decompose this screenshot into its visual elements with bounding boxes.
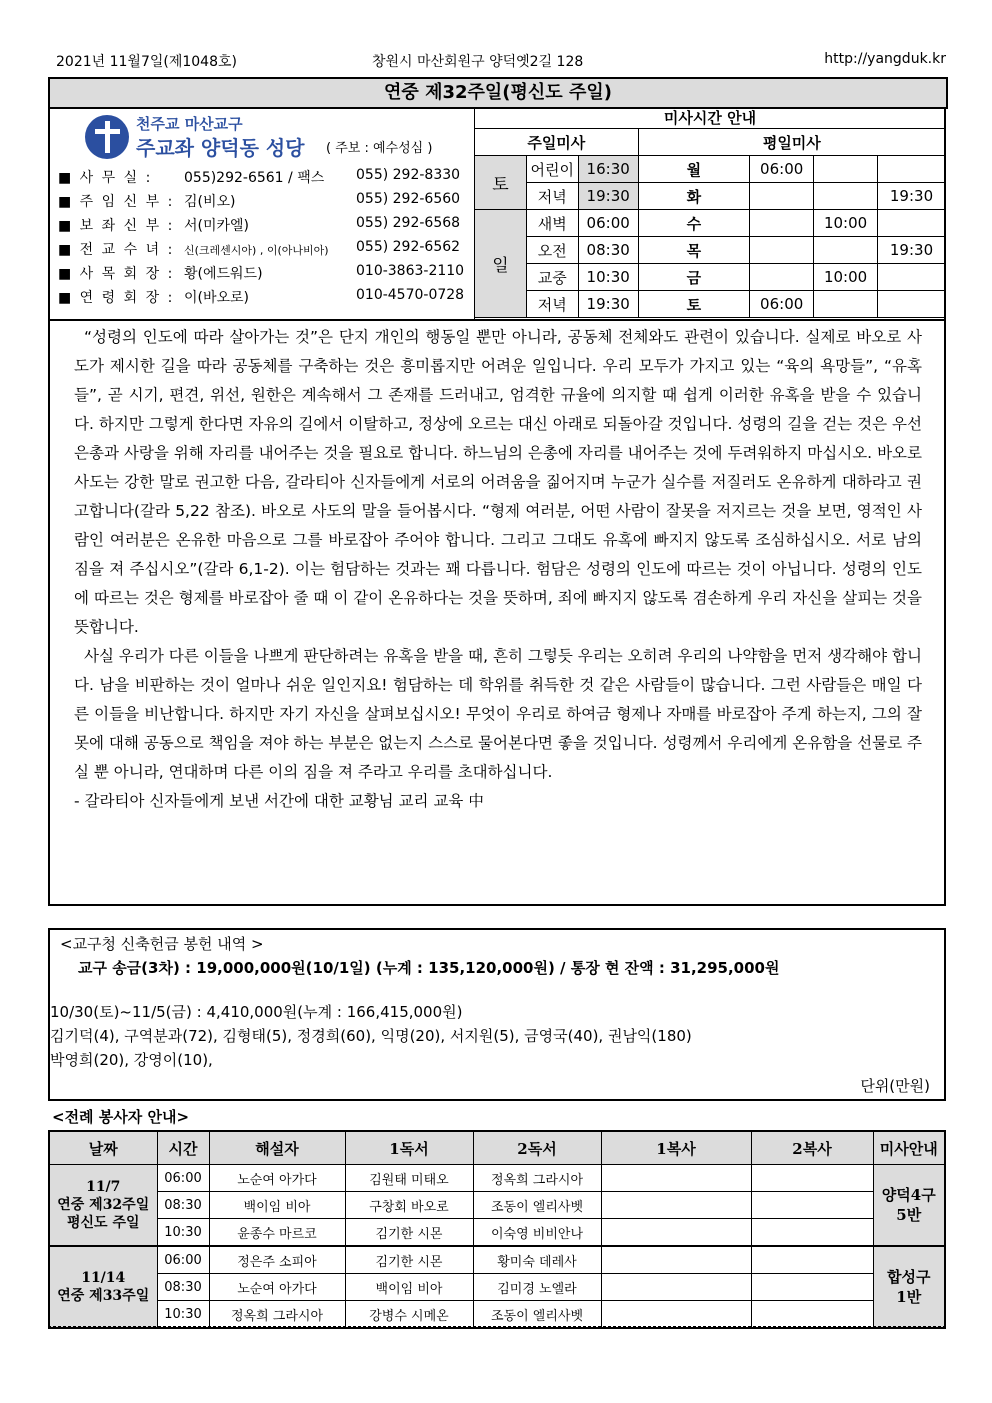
donor-list: 박영희(20), 강영이(10),: [50, 1051, 213, 1069]
table-header: 날짜 시간 해설자 1독서 2독서 1복사 2복사 미사안내: [49, 1131, 945, 1165]
service-table: [48, 1130, 946, 1329]
donor-list: 김기덕(4), 구역분과(72), 김형태(5), 정경희(60), 익명(20), 서지원(5), 금영국(40), 권남익(180): [50, 1027, 692, 1045]
issue-date: 2021년 11월7일(제1048호): [56, 54, 237, 70]
mass-schedule-table: 미사시간 안내 주일미사 평일미사 토 어린이 16:30 월 06:00 저녁 19:30 화 19:30 일 새벽 06:00 수 10:00 오전 08:30 목 19:30 교중 10:30 금 10:00 저녁 19:30 토 06:00: [474, 107, 946, 318]
mass-heading: 미사시간 안내: [475, 107, 946, 129]
masthead-line: [50, 50, 946, 70]
unit-note: 단위(만원): [860, 1077, 930, 1095]
saturday-label: 토: [475, 156, 527, 210]
page-title: 연중 제32주일(평신도 주일): [48, 77, 948, 109]
sunday-mass-label: 주일미사: [475, 129, 639, 156]
staff-row: ■ 전 교 수 녀 : 신(크레센시아) , 이(아나비아) 055) 292-6562: [58, 239, 461, 258]
paragraph: 사실 우리가 다른 이들을 나쁘게 판단하려는 유혹을 받을 때, 흔히 그렇듯 우리는 오히려 우리의 나약함을 먼저 생각해야 합니다. 남을 비판하는 것이 얼마나 쉬운 일인지요! 험담하는 데 학위를 취득한 것 같은 사람들이 많습니다. 그런 사람들은 매일 다른 이들을 비난합니다. 하지만 자기 자신을 살펴보십시오! 무엇이 우리로 하여금 형제나 자매를 바로잡아 주게 하는지, 그의 잘못에 대해 공동으로 책임을 져야 하는 부분은 없는지 스스로 물어본다면 좋을 것입니다. 성령께서 우리에게 온유함을 선물로 주실 뿐 아니라, 연대하며 다른 이의 짐을 져 주라고 우리를 초대하십니다.: [74, 647, 922, 781]
staff-row: ■ 사 목 회 장 : 황(에드워드) 010-3863-2110: [58, 263, 465, 282]
table-row: 08:30 백이임 비아 구창회 바오로 조동이 엘리사벳: [49, 1192, 945, 1219]
service-date: 11/14 연중 제33주일: [49, 1246, 157, 1328]
staff-row: ■ 보 좌 신 부 : 서(미카엘) 055) 292-6568: [58, 215, 461, 234]
table-row: 10:30 윤종수 마르코 김기한 시몬 이숙영 비비안나: [49, 1219, 945, 1247]
offering-box: [48, 928, 946, 1101]
mass-guide: 합성구 1반: [873, 1246, 945, 1328]
table-row: 11/7 연중 제32주일 평신도 주일 06:00 노순여 아가다 김원태 미태오 정옥희 그라시아 양덕4구 5반: [49, 1165, 945, 1192]
diocese-name: 천주교 마산교구: [136, 115, 243, 133]
source-note: - 갈라티아 신자들에게 보낸 서간에 대한 교황님 교리 교육 中: [74, 792, 484, 810]
staff-row: ■ 연 령 회 장 : 이(바오로) 010-4570-0728: [58, 287, 465, 306]
service-date: 11/7 연중 제32주일 평신도 주일: [49, 1165, 157, 1247]
service-title: <전례 봉사자 안내>: [52, 1108, 190, 1126]
footer-divider: [48, 1326, 946, 1327]
church-address: 창원시 마산회원구 양덕옛2길 128: [372, 54, 584, 70]
church-name: 주교좌 양덕동 성당: [136, 136, 305, 160]
table-row: 10:30 정옥희 그라시아 강병수 시메온 조동이 엘리사벳: [49, 1301, 945, 1329]
staff-row: ■ 주 임 신 부 : 김(비오) 055) 292-6560: [58, 191, 461, 210]
weekday-mass-label: 평일미사: [638, 129, 945, 156]
mass-guide: 양덕4구 5반: [873, 1165, 945, 1247]
table-row: 11/14 연중 제33주일 06:00 정은주 소피아 김기한 시몬 황미숙 데레사 합성구 1반: [49, 1246, 945, 1274]
weekly-total: 10/30(토)~11/5(금) : 4,410,000원(누계 : 166,415,000원): [50, 1003, 463, 1021]
church-logo-icon: [85, 115, 129, 159]
offering-title: <교구청 신축헌금 봉헌 내역 >: [60, 935, 264, 953]
homily-text: [48, 321, 946, 906]
diocese-remittance: 교구 송금(3차) : 19,000,000원(10/1일) (누계 : 135,120,000원) / 통장 현 잔액 : 31,295,000원: [78, 959, 780, 977]
sunday-label: 일: [475, 210, 527, 318]
staff-list: [58, 167, 468, 311]
staff-row: ■ 사 무 실 : 055)292-6561 / 팩스 055) 292-8330: [58, 167, 461, 186]
church-patron: ( 주보 : 예수성심 ): [326, 141, 433, 156]
website-url[interactable]: http://yangduk.kr: [824, 51, 946, 67]
church-info: [50, 107, 475, 319]
paragraph: “성령의 인도에 따라 살아가는 것”은 단지 개인의 행동일 뿐만 아니라, 공동체 전체와도 관련이 있습니다. 실제로 바오로 사도가 제시한 길을 따라 공동체를 구축하는 것은 흥미롭지만 어려운 일입니다. 우리 모두가 가지고 있는 “육의 욕망들”, “유혹들”, 곧 시기, 편견, 위선, 원한은 계속해서 그 존재를 드러내고, 엄격한 규율에 의지할 때 쉽게 이러한 유혹을 받을 수 있습니다. 하지만 그렇게 한다면 자유의 길에서 이탈하고, 정상에 오르는 대신 아래로 되돌아갈 것입니다. 성령의 길을 걷는 것은 우선 은총과 사랑을 위해 자리를 내어주는 것을 필요로 합니다. 하느님의 은총에 자리를 내어주는 것에 두려워하지 마십시오. 바오로 사도는 강한 말로 권고한 다음, 갈라티아 신자들에게 서로의 어려움을 짊어지며 누군가 실수를 저질러도 온유하게 대하라고 권고합니다(갈라 5,22 참조). 바오로 사도의 말을 들어봅시다. “형제 여러분, 어떤 사람이 잘못을 저지르는 것을 보면, 영적인 사람인 여러분은 온유한 마음으로 그를 바로잡아 주어야 합니다. 그리고 그대도 유혹에 빠지지 않도록 조심하십시오. 서로 남의 짐을 져 주십시오”(갈라 6,1-2). 이는 험담하는 것과는 꽤 다릅니다. 험담은 성령의 인도에 따르는 것이 아닙니다. 성령의 인도에 따르는 것은 형제를 바로잡아 줄 때 이 같이 온유하다는 것을 뜻하며, 죄에 빠지지 않도록 겸손하게 우리 자신을 살피는 것을 뜻합니다.: [74, 328, 922, 636]
header-box: [48, 107, 946, 321]
table-row: 08:30 노순여 아가다 백이임 비아 김미경 노엘라: [49, 1274, 945, 1301]
